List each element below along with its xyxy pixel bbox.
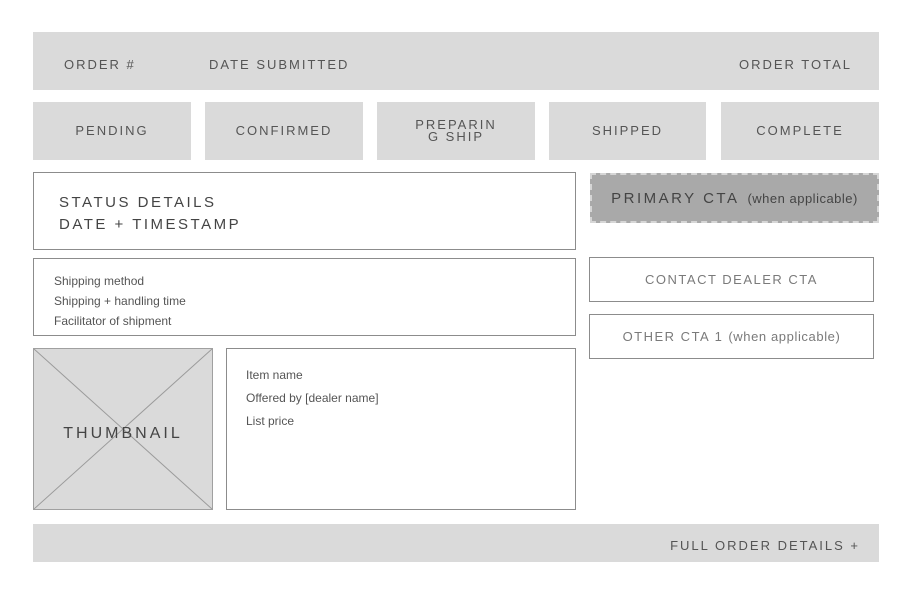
primary-cta-button[interactable]	[590, 173, 879, 223]
status-details-title: STATUS DETAILS	[59, 194, 217, 211]
other-cta-label: OTHER CTA 1	[622, 329, 724, 344]
status-step-pending	[33, 102, 191, 160]
shipping-method: Shipping method	[54, 274, 145, 288]
status-step-label: COMPLETE	[756, 123, 844, 138]
status-step-shipped	[549, 102, 706, 160]
full-order-details-link[interactable]: FULL ORDER DETAILS +	[670, 538, 860, 553]
contact-dealer-button[interactable]	[589, 257, 874, 302]
status-step-label: PREPARING SHIP	[415, 117, 497, 144]
status-step-label: PENDING	[75, 123, 149, 138]
status-step-confirmed	[205, 102, 363, 160]
item-dealer: Offered by [dealer name]	[246, 391, 379, 405]
other-cta-qualifier: (when applicable)	[728, 329, 841, 344]
item-list-price: List price	[246, 414, 295, 428]
shipping-info-panel	[33, 258, 576, 336]
order-number-label: ORDER #	[64, 57, 136, 72]
status-step-preparing-ship	[377, 102, 535, 160]
primary-cta-label: PRIMARY CTA	[611, 189, 740, 207]
thumbnail-label: THUMBNAIL	[63, 425, 183, 442]
status-step-label: SHIPPED	[591, 123, 664, 138]
status-details-panel	[33, 172, 576, 250]
item-name: Item name	[246, 368, 303, 382]
status-step-label: CONFIRMED	[235, 123, 333, 138]
other-cta-button[interactable]	[589, 314, 874, 359]
full-order-details-bar[interactable]	[33, 524, 879, 562]
order-total-label: ORDER TOTAL	[738, 57, 852, 72]
primary-cta-qualifier: (when applicable)	[747, 190, 858, 206]
date-submitted-label: DATE SUBMITTED	[209, 57, 350, 72]
shipping-handling-time: Shipping + handling time	[54, 294, 186, 308]
status-timestamp: DATE + TIMESTAMP	[59, 216, 242, 233]
status-step-complete	[721, 102, 879, 160]
item-info-panel	[226, 348, 576, 510]
item-thumbnail[interactable]	[33, 348, 213, 510]
contact-dealer-label: CONTACT DEALER CTA	[645, 272, 818, 287]
shipment-facilitator: Facilitator of shipment	[54, 314, 172, 328]
order-header-bar	[33, 32, 879, 90]
